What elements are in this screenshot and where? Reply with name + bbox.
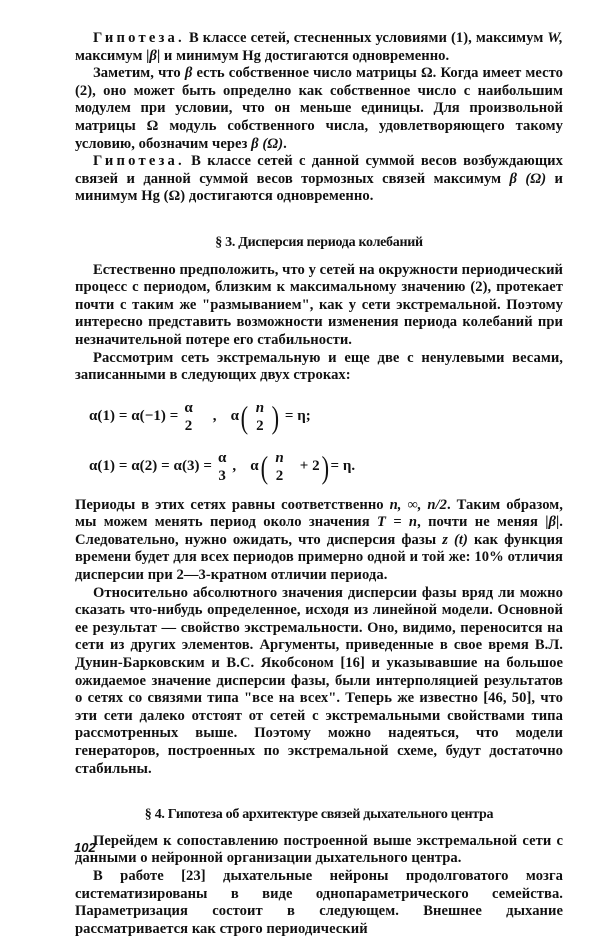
section-4-paragraph-2: В работе [23] дыхательные нейроны продолговатого мозга систематизированы в виде однопараметрического семейства. Параметризация состоит в следующем. Внешнее дыхание рассматривается как строго периодический <box>75 867 563 937</box>
fraction: n 2 <box>275 449 284 484</box>
formula-2: α(1) = α(2) = α(3) = α 3 , α ( n 2 + 2 ) = η. <box>89 448 356 485</box>
page-number: 102 <box>74 840 96 855</box>
eigenvalue-note-paragraph: Заметим, что β есть собственное число матрицы Ω. Когда имеет место (2), оно может быть определно как собственное число с наибольшим модулем при условии, что он меньше единицы. Для произвольной матрицы Ω модуль собственного числа, удовлетворяющего такому условию, обозначим через β (Ω). <box>75 65 563 152</box>
section-4-heading: § 4. Гипотеза об архитектуре связей дыхательного центра <box>144 807 494 823</box>
fraction: α 2 <box>184 399 193 434</box>
hypothesis-label: Гипотеза. <box>93 30 185 46</box>
section-4-paragraph-1: Перейдем к сопоставлению построенной выше экстремальной сети с данными о нейронной организации дыхательного центра. <box>75 832 563 867</box>
hypothesis-1-paragraph: Гипотеза. В классе сетей, стесненных условиями (1), максимум W, максимум |β| и минимум Hg достигаются одновременно. <box>75 30 563 64</box>
hypothesis-label: Гипотеза. <box>93 153 185 170</box>
fraction: n 2 <box>255 399 265 434</box>
fraction: α 3 <box>217 449 227 484</box>
hypothesis-2-paragraph: Гипотеза. В классе сетей с данной суммой весов возбуждающих связей и данной суммой весов тормозных связей максимум β (Ω) и минимум Hg (Ω) достигаются одновременно. <box>75 153 563 205</box>
section-3-paragraph-4: Относительно абсолютного значения дисперсии фазы вряд ли можно сказать что-нибудь определенное, исходя из линейной модели. Основной ее результат — свойство экстремальности. Оно, видимо, переносится на сети из других элементов. Аргументы, приведенные в свое время В.Л. Дунин-Барковским и В.С. Якобсоном [16] и указывавшие на большое ожидаемое значение дисперсии фазы, были интерполяцией результатов о сетях со связями типа "все на всех". Теперь же известно [46, 50], что эти сети далеко отстоят от сетей с экстремальными свойствами типа рассмотренных выше. Поэтому можно надеяться, что модели генераторов, построенных по экстремальной схеме, будут достаточно стабильны. <box>75 584 563 777</box>
section-3-paragraph-1: Естественно предположить, что у сетей на окружности периодический процесс с периодом, близким к максимальному значению (2), протекает почти с таким же "размыванием", как у сети экстремальной. Поэтому интересно представить возможности изменения периода колебаний при незначительной потере его стабильности. <box>75 261 563 348</box>
section-3-heading: § 3. Дисперсия периода колебаний <box>215 234 423 250</box>
section-3-paragraph-3: Периоды в этих сетях равны соответственно n, ∞, n/2. Таким образом, мы можем менять период около значения T = n, почти не меняя |β|. Следовательно, нужно ожидать, что дисперсия фазы z (t) как функция времени будет для всех периодов примерно одной и той же: 10% отличия дисперсии при 2—3-кратном отличии периода. <box>75 496 563 584</box>
formula-1: α(1) = α(−1) = α 2 , α ( n 2 ) = η; <box>89 398 311 435</box>
section-3-paragraph-2: Рассмотрим сеть экстремальную и еще две с ненулевыми весами, записанными в следующих двух строках: <box>75 349 563 384</box>
document-page <box>75 30 563 938</box>
